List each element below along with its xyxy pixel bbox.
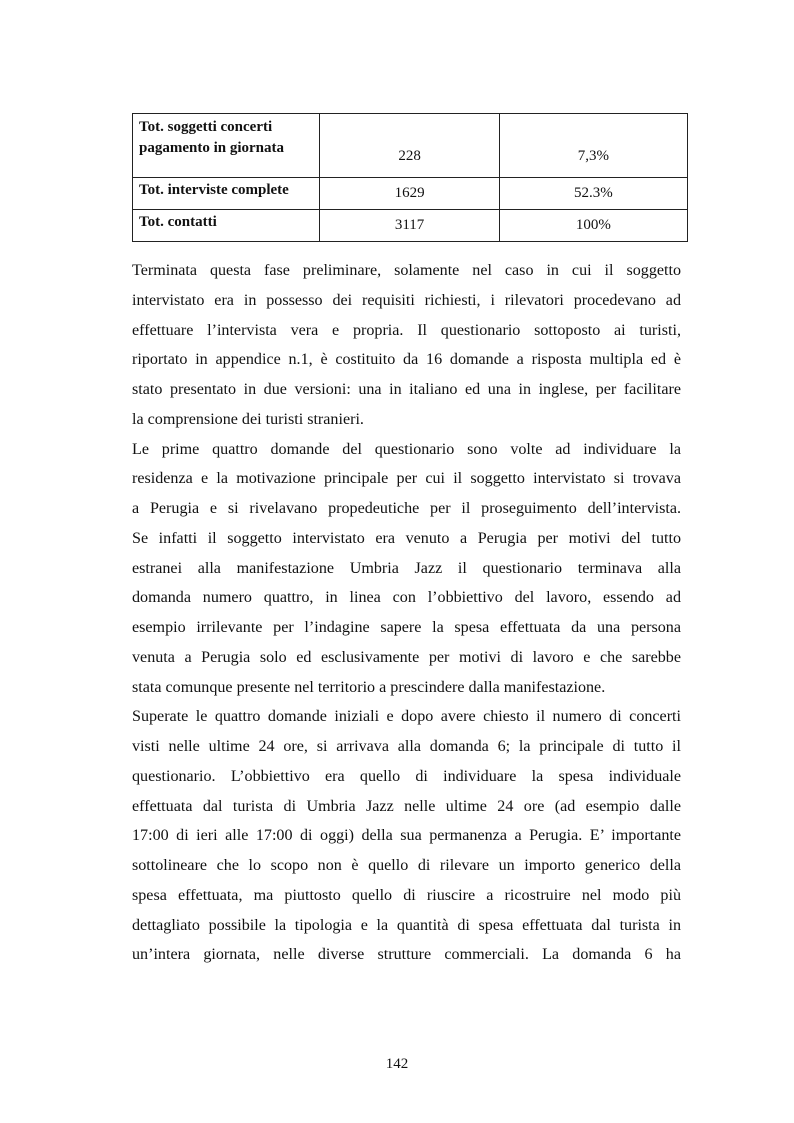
text-line: effettuare l’intervista vera e propria. Il questionario sottoposto ai turisti,	[132, 321, 681, 339]
text-line: spesa effettuata, ma piuttosto quello di riuscire a ricostruire nel modo più	[132, 886, 681, 904]
text-line: sottolineare che lo scopo non è quello di rilevare un importo generico della	[132, 857, 681, 874]
row-percent: 100%	[499, 210, 687, 242]
row-count: 228	[320, 114, 499, 178]
text-line: residenza e la motivazione principale per cui il soggetto intervistato si trovava	[132, 470, 681, 488]
text-line: visti nelle ultime 24 ore, si arrivava alla domanda 6; la principale di tutto il	[132, 738, 681, 755]
text-line: effettuata dal turista di Umbria Jazz nelle ultime 24 ore (ad esempio dalle	[132, 797, 681, 815]
text-line: Se infatti il soggetto intervistato era venuto a Perugia per motivi del tutto	[132, 529, 681, 547]
text-line: dettagliato possibile la tipologia e la quantità di spesa effettuata dal turista in	[132, 916, 681, 934]
summary-table	[132, 113, 688, 242]
text-line: Le prime quattro domande del questionario sono volte ad individuare la	[132, 440, 681, 458]
text-line: Superate le quattro domande iniziali e dopo avere chiesto il numero di concerti	[132, 708, 681, 726]
table-row	[133, 178, 688, 210]
text-line: stata comunque presente nel territorio a prescindere dalla manifestazione.	[132, 678, 606, 696]
text-line: stato presentato in due versioni: una in italiano ed una in inglese, per facilitare	[132, 381, 681, 398]
text-line: un’intera giornata, nelle diverse strutture commerciali. La domanda 6 ha	[132, 946, 681, 964]
text-line: 17:00 di ieri alle 17:00 di oggi) della sua permanenza a Perugia. E’ importante	[132, 827, 681, 845]
text-line: domanda numero quattro, in linea con l’obbiettivo del lavoro, essendo ad	[132, 589, 681, 607]
text-line: riportato in appendice n.1, è costituito da 16 domande a risposta multipla ed è	[132, 351, 681, 369]
row-label: Tot. contatti	[133, 210, 320, 242]
text-line: a Perugia e si rivelavano propedeutiche per il proseguimento dell’intervista.	[132, 500, 681, 517]
text-line: questionario. L’obbiettivo era quello di individuare la spesa individuale	[132, 767, 681, 785]
row-percent: 7,3%	[499, 114, 687, 178]
text-line: esempio irrilevante per l’indagine sapere la spesa effettuata da una persona	[132, 619, 681, 636]
table-row	[133, 210, 688, 242]
row-count: 3117	[320, 210, 499, 242]
table-row	[133, 114, 688, 178]
text-line: Terminata questa fase preliminare, solamente nel caso in cui il soggetto	[132, 262, 681, 279]
text-line: intervistato era in possesso dei requisiti richiesti, i rilevatori procedevano ad	[132, 291, 681, 309]
row-label: Tot. soggetti concerti pagamento in giornata	[133, 114, 320, 178]
text-line: estranei alla manifestazione Umbria Jazz il questionario terminava alla	[132, 559, 681, 577]
body-text	[132, 256, 681, 970]
page-number: 142	[385, 1056, 409, 1072]
row-percent: 52.3%	[499, 178, 687, 210]
row-count: 1629	[320, 178, 499, 210]
text-line: la comprensione dei turisti stranieri.	[132, 410, 364, 428]
text-line: venuta a Perugia solo ed esclusivamente per motivi di lavoro e che sarebbe	[132, 648, 681, 666]
row-label: Tot. interviste complete	[133, 178, 320, 210]
